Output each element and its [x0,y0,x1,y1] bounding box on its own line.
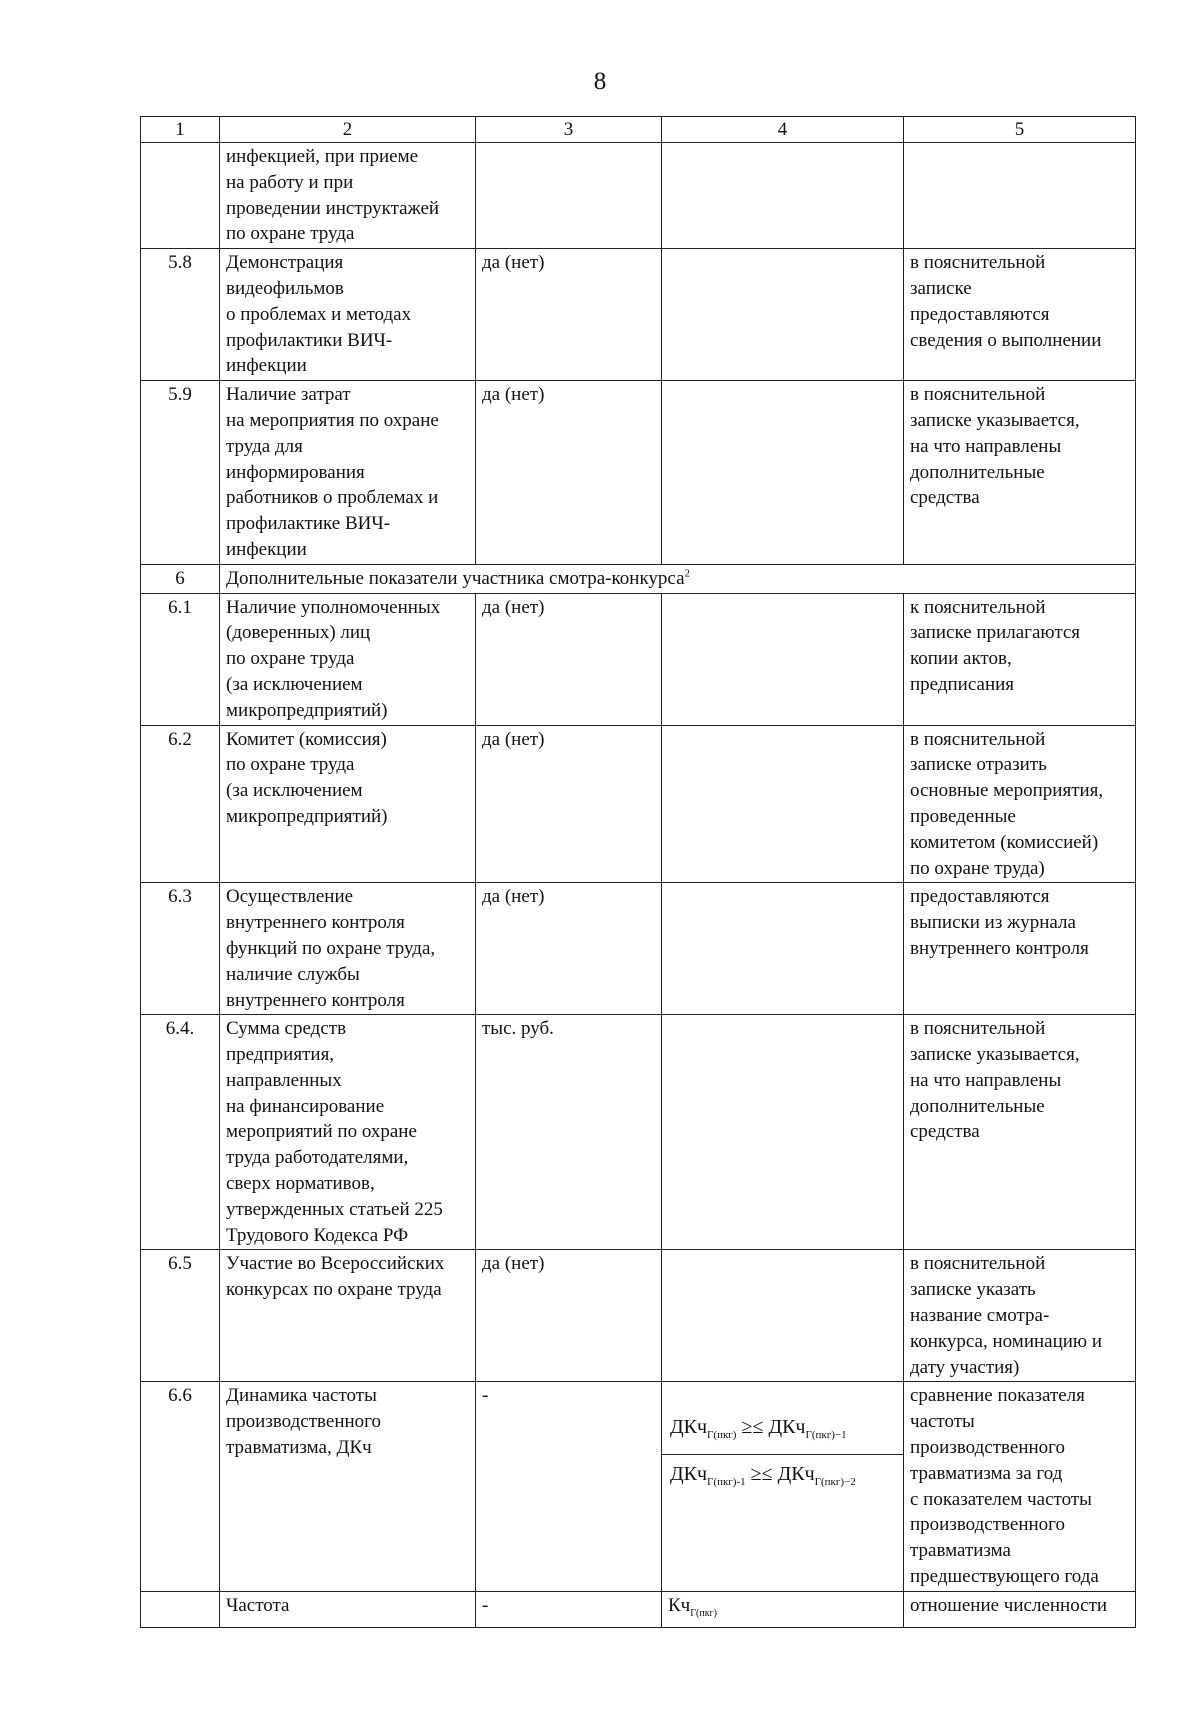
row-number: 6.3 [141,883,220,1015]
indicator-note: в пояснительной записке предоставляются сведения о выполнении [904,249,1136,381]
indicator-formula [662,249,904,381]
section-number: 6 [141,564,220,593]
indicator-unit: да (нет) [476,381,662,565]
row-number: 6.6 [141,1382,220,1591]
indicator-name: Сумма средств предприятия, направленных на финансирование мероприятий по охране труда работодателями, сверх нормативов, утвержденных статьей 225 Трудового Кодекса РФ [220,1015,476,1250]
indicator-unit: да (нет) [476,593,662,725]
formula-operator: ≥≤ [741,1416,764,1439]
indicator-note: в пояснительной записке указывается, на что направлены дополнительные средства [904,1015,1136,1250]
indicator-name: Наличие затрат на мероприятия по охране труда для информирования работников о проблемах и профилактике ВИЧ- инфекции [220,381,476,565]
row-number: 6.4. [141,1015,220,1250]
indicator-formula [662,883,904,1015]
formula-line [664,1414,903,1448]
row-number: 6.1 [141,593,220,725]
indicator-formula [662,1382,904,1591]
indicator-unit: - [476,1382,662,1591]
formula-subscript: Г(пкг) [707,1429,737,1442]
indicator-name: Осуществление внутреннего контроля функций по охране труда, наличие службы внутреннего контроля [220,883,476,1015]
section-title-text: Дополнительные показатели участника смотра-конкурса [226,567,685,589]
row-number [141,1591,220,1628]
indicator-formula [662,143,904,249]
indicator-formula [662,1591,904,1628]
table-row [141,143,1136,249]
formula-symbol: Кч [668,1594,691,1616]
formula-symbol: ДКч [768,1416,806,1439]
indicator-note [904,143,1136,249]
table-row [141,1250,1136,1382]
indicator-note: в пояснительной записке отразить основные мероприятия, проведенные комитетом (комиссией) по охране труда) [904,725,1136,883]
indicator-unit: да (нет) [476,1250,662,1382]
formula-subscript: Г(пкг)-1 [707,1476,746,1489]
indicator-unit: да (нет) [476,883,662,1015]
row-number: 5.8 [141,249,220,381]
indicator-note: к пояснительной записке прилагаются копии актов, предписания [904,593,1136,725]
footnote-mark: 2 [684,567,691,580]
column-header: 3 [476,117,662,143]
section-row [141,564,1136,593]
table-row [141,249,1136,381]
formula-operator: ≥≤ [750,1463,773,1486]
indicator-name: Демонстрация видеофильмов о проблемах и методах профилактики ВИЧ- инфекции [220,249,476,381]
formula-line [664,1455,903,1495]
table-row [141,883,1136,1015]
indicator-name: Комитет (комиссия) по охране труда (за исключением микропредприятий) [220,725,476,883]
indicator-note: в пояснительной записке указать название смотра- конкурса, номинацию и дату участия) [904,1250,1136,1382]
formula-symbol: ДКч [670,1463,708,1486]
row-number [141,143,220,249]
indicator-formula [662,1250,904,1382]
formula-short [668,1594,717,1619]
indicator-note: в пояснительной записке указывается, на что направлены дополнительные средства [904,381,1136,565]
formula-block [662,1408,903,1497]
row-number: 6.2 [141,725,220,883]
table-header-row [141,117,1136,143]
formula-subscript: Г(пкг) [690,1607,717,1619]
table-row [141,1591,1136,1628]
formula-subscript: Г(пкг)−1 [805,1429,847,1442]
indicator-unit: тыс. руб. [476,1015,662,1250]
table-row [141,1015,1136,1250]
indicator-unit: - [476,1591,662,1628]
formula-subscript: Г(пкг)−2 [814,1476,856,1489]
indicator-name: Наличие уполномоченных (доверенных) лиц по охране труда (за исключением микропредприятий) [220,593,476,725]
row-number: 5.9 [141,381,220,565]
row-number: 6.5 [141,1250,220,1382]
column-header: 1 [141,117,220,143]
indicators-table [140,116,1136,1628]
page-number: 8 [593,68,607,95]
indicator-unit: да (нет) [476,725,662,883]
indicator-note: сравнение показателя частоты производственного травматизма за год с показателем частоты производственного травматизма предшествующего года [904,1382,1136,1591]
indicator-unit [476,143,662,249]
table-row [141,593,1136,725]
formula-symbol: ДКч [777,1463,815,1486]
indicator-formula [662,381,904,565]
table-row [141,725,1136,883]
formula-symbol: ДКч [670,1416,708,1439]
indicator-formula [662,1015,904,1250]
column-header: 4 [662,117,904,143]
indicator-unit: да (нет) [476,249,662,381]
indicator-note: предоставляются выписки из журнала внутреннего контроля [904,883,1136,1015]
indicator-name: Частота [220,1591,476,1628]
indicator-name: инфекцией, при приеме на работу и при проведении инструктажей по охране труда [220,143,476,249]
column-header: 5 [904,117,1136,143]
indicator-formula [662,725,904,883]
column-header: 2 [220,117,476,143]
table-row [141,1382,1136,1591]
indicator-formula [662,593,904,725]
indicator-note: отношение численности [904,1591,1136,1628]
indicator-name: Динамика частоты производственного травматизма, ДКч [220,1382,476,1591]
table-row [141,381,1136,565]
section-title [220,564,1136,593]
indicator-name: Участие во Всероссийских конкурсах по охране труда [220,1250,476,1382]
